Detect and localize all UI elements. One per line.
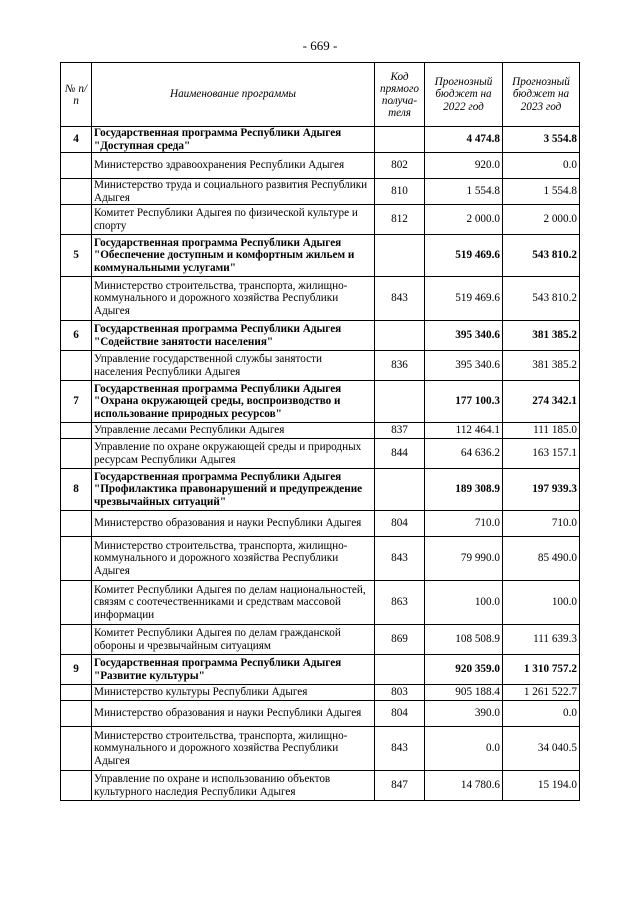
budget-2023: 111 639.3: [503, 625, 580, 655]
budget-2022: 108 508.9: [425, 625, 503, 655]
program-name: Комитет Республики Адыгея по физической культуре и спорту: [92, 205, 375, 235]
program-row: [61, 127, 580, 153]
budget-2023: 381 385.2: [503, 351, 580, 381]
budget-2023: 3 554.8: [503, 127, 580, 153]
header-code: Код прямого получа-теля: [375, 63, 425, 127]
row-number: 5: [61, 235, 92, 277]
row-number: [61, 439, 92, 469]
recipient-code: 836: [375, 351, 425, 381]
row-number: 8: [61, 469, 92, 511]
recipient-code: 844: [375, 439, 425, 469]
row-number: [61, 537, 92, 581]
recipient-row: [61, 179, 580, 205]
recipient-code: 810: [375, 179, 425, 205]
budget-2023: 381 385.2: [503, 321, 580, 351]
program-name: Государственная программа Республики Адыгея "Развитие культуры": [92, 655, 375, 685]
recipient-code: [375, 235, 425, 277]
budget-2023: 2 000.0: [503, 205, 580, 235]
budget-2022: 1 554.8: [425, 179, 503, 205]
program-name: Министерство культуры Республики Адыгея: [92, 685, 375, 701]
recipient-row: [61, 625, 580, 655]
program-row: [61, 469, 580, 511]
budget-2022: 177 100.3: [425, 381, 503, 423]
budget-2022: 390.0: [425, 701, 503, 727]
recipient-code: [375, 381, 425, 423]
recipient-row: [61, 537, 580, 581]
budget-2023: 163 157.1: [503, 439, 580, 469]
budget-2023: 543 810.2: [503, 277, 580, 321]
budget-2022: 920 359.0: [425, 655, 503, 685]
program-name: Государственная программа Республики Адыгея "Обеспечение доступным и комфортным жильем и коммунальными услугами": [92, 235, 375, 277]
row-number: [61, 701, 92, 727]
budget-2023: 197 939.3: [503, 469, 580, 511]
budget-2023: 1 554.8: [503, 179, 580, 205]
budget-2022: 0.0: [425, 727, 503, 771]
row-number: [61, 277, 92, 321]
budget-2022: 189 308.9: [425, 469, 503, 511]
budget-2022: 519 469.6: [425, 235, 503, 277]
budget-2022: 100.0: [425, 581, 503, 625]
budget-2022: 2 000.0: [425, 205, 503, 235]
recipient-code: 847: [375, 771, 425, 801]
recipient-code: 803: [375, 685, 425, 701]
budget-2023: 111 185.0: [503, 423, 580, 439]
header-num: № п/п: [61, 63, 92, 127]
table-header-row: [61, 63, 580, 127]
budget-2023: 0.0: [503, 701, 580, 727]
row-number: [61, 423, 92, 439]
budget-2023: 34 040.5: [503, 727, 580, 771]
budget-2023: 710.0: [503, 511, 580, 537]
recipient-code: [375, 655, 425, 685]
recipient-code: 843: [375, 537, 425, 581]
recipient-row: [61, 153, 580, 179]
recipient-code: 869: [375, 625, 425, 655]
recipient-row: [61, 771, 580, 801]
program-row: [61, 235, 580, 277]
row-number: [61, 351, 92, 381]
budget-2023: 15 194.0: [503, 771, 580, 801]
program-name: Министерство строительства, транспорта, жилищно-коммунального и дорожного хозяйства Республики Адыгея: [92, 277, 375, 321]
program-name: Министерство образования и науки Республики Адыгея: [92, 511, 375, 537]
row-number: 9: [61, 655, 92, 685]
recipient-code: 804: [375, 511, 425, 537]
recipient-row: [61, 685, 580, 701]
budget-table: [60, 62, 580, 801]
program-name: Управление государственной службы занятости населения Республики Адыгея: [92, 351, 375, 381]
recipient-code: 837: [375, 423, 425, 439]
row-number: [61, 771, 92, 801]
row-number: [61, 511, 92, 537]
recipient-code: [375, 469, 425, 511]
budget-2022: 519 469.6: [425, 277, 503, 321]
program-name: Комитет Республики Адыгея по делам национальностей, связям с соотечественниками и средствам массовой информации: [92, 581, 375, 625]
program-name: Государственная программа Республики Адыгея "Содействие занятости населения": [92, 321, 375, 351]
program-name: Государственная программа Республики Адыгея "Профилактика правонарушений и предупреждение чрезвычайных ситуаций": [92, 469, 375, 511]
header-budget-2022: Прогнозный бюджет на 2022 год: [425, 63, 503, 127]
budget-2023: 543 810.2: [503, 235, 580, 277]
program-name: Комитет Республики Адыгея по делам гражданской обороны и чрезвычайным ситуациям: [92, 625, 375, 655]
recipient-code: [375, 321, 425, 351]
program-row: [61, 321, 580, 351]
budget-2022: 920.0: [425, 153, 503, 179]
program-name: Министерство здравоохранения Республики Адыгея: [92, 153, 375, 179]
recipient-row: [61, 511, 580, 537]
row-number: 6: [61, 321, 92, 351]
budget-2022: 710.0: [425, 511, 503, 537]
budget-2023: 274 342.1: [503, 381, 580, 423]
budget-2022: 905 188.4: [425, 685, 503, 701]
recipient-row: [61, 701, 580, 727]
recipient-code: 843: [375, 727, 425, 771]
budget-2023: 85 490.0: [503, 537, 580, 581]
recipient-row: [61, 351, 580, 381]
row-number: [61, 153, 92, 179]
recipient-code: 802: [375, 153, 425, 179]
budget-2023: 100.0: [503, 581, 580, 625]
recipient-code: 843: [375, 277, 425, 321]
program-name: Государственная программа Республики Адыгея "Охрана окружающей среды, воспроизводство и использование природных ресурсов": [92, 381, 375, 423]
budget-2022: 14 780.6: [425, 771, 503, 801]
recipient-code: 863: [375, 581, 425, 625]
recipient-row: [61, 205, 580, 235]
budget-2022: 79 990.0: [425, 537, 503, 581]
row-number: [61, 625, 92, 655]
header-name: Наименование программы: [92, 63, 375, 127]
row-number: [61, 727, 92, 771]
budget-2023: 1 261 522.7: [503, 685, 580, 701]
recipient-row: [61, 277, 580, 321]
program-name: Министерство образования и науки Республики Адыгея: [92, 701, 375, 727]
recipient-code: 804: [375, 701, 425, 727]
program-row: [61, 655, 580, 685]
program-name: Управление по охране и использованию объектов культурного наследия Республики Адыгея: [92, 771, 375, 801]
program-name: Министерство труда и социального развития Республики Адыгея: [92, 179, 375, 205]
budget-2022: 4 474.8: [425, 127, 503, 153]
program-name: Министерство строительства, транспорта, жилищно-коммунального и дорожного хозяйства Республики Адыгея: [92, 537, 375, 581]
recipient-row: [61, 727, 580, 771]
recipient-code: 812: [375, 205, 425, 235]
program-name: Управление лесами Республики Адыгея: [92, 423, 375, 439]
recipient-row: [61, 423, 580, 439]
budget-2022: 395 340.6: [425, 351, 503, 381]
budget-2022: 112 464.1: [425, 423, 503, 439]
program-name: Государственная программа Республики Адыгея "Доступная среда": [92, 127, 375, 153]
budget-2023: 0.0: [503, 153, 580, 179]
program-name: Министерство строительства, транспорта, жилищно-коммунального и дорожного хозяйства Республики Адыгея: [92, 727, 375, 771]
recipient-row: [61, 581, 580, 625]
program-name: Управление по охране окружающей среды и природных ресурсам Республики Адыгея: [92, 439, 375, 469]
budget-2023: 1 310 757.2: [503, 655, 580, 685]
row-number: 4: [61, 127, 92, 153]
budget-2022: 64 636.2: [425, 439, 503, 469]
header-budget-2023: Прогнозный бюджет на 2023 год: [503, 63, 580, 127]
row-number: [61, 685, 92, 701]
row-number: [61, 179, 92, 205]
recipient-code: [375, 127, 425, 153]
recipient-row: [61, 439, 580, 469]
program-row: [61, 381, 580, 423]
row-number: [61, 205, 92, 235]
row-number: [61, 581, 92, 625]
budget-2022: 395 340.6: [425, 321, 503, 351]
row-number: 7: [61, 381, 92, 423]
page-number: - 669 -: [302, 38, 338, 53]
